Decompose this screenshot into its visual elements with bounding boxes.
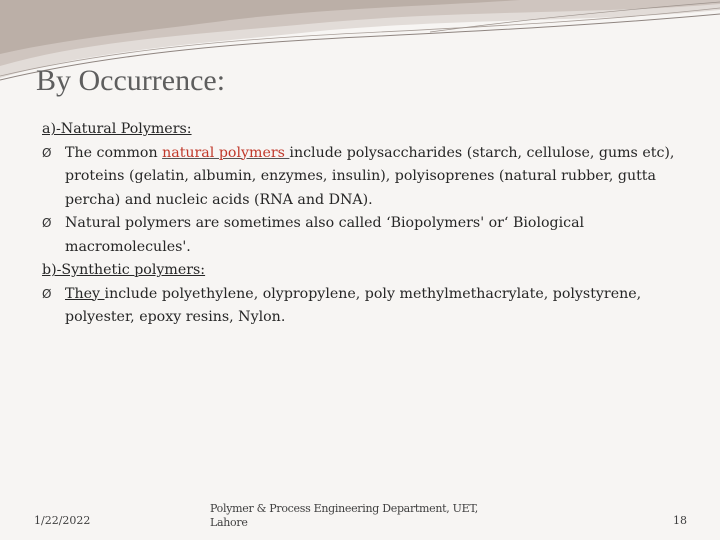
bullet-natural-polymers: [42, 142, 682, 213]
bullet-text: Natural polymers are sometimes also called ‘Biopolymers' or‘ Biological macromolecules'.: [65, 215, 585, 255]
section-heading-natural: a)-Natural Polymers:: [42, 121, 192, 137]
section-heading-synthetic: b)-Synthetic polymers:: [42, 262, 206, 278]
bullet-biopolymers: [42, 212, 682, 259]
footer-page-number: 18: [673, 514, 687, 527]
bullet-synthetic-polymers: [42, 283, 682, 330]
bullet-text-after: include polysaccharides (starch, cellulose, gums etc), proteins (gelatin, albumin, enzymes, insulin), polyisoprenes (natural rubber, gutta percha) and nucleic acids (RNA and DNA).: [65, 144, 675, 208]
bullet-text-lead: They: [65, 285, 105, 302]
arrow-bullet-icon: Ø: [42, 286, 52, 301]
arrow-bullet-icon: Ø: [42, 145, 52, 160]
bullet-text-before: The common: [65, 144, 163, 161]
natural-polymers-link[interactable]: natural polymers: [162, 144, 290, 161]
slide-title: By Occurrence:: [36, 64, 226, 97]
arrow-bullet-icon: Ø: [42, 216, 52, 230]
footer-date: 1/22/2022: [34, 514, 91, 527]
footer-department: Polymer & Process Engineering Department, UET, Lahore: [210, 502, 478, 529]
slide-body: [42, 118, 682, 330]
bullet-text: include polyethylene, olypropylene, poly methylmethacrylate, polystyrene, polyester, epoxy resins, Nylon.: [65, 285, 642, 325]
